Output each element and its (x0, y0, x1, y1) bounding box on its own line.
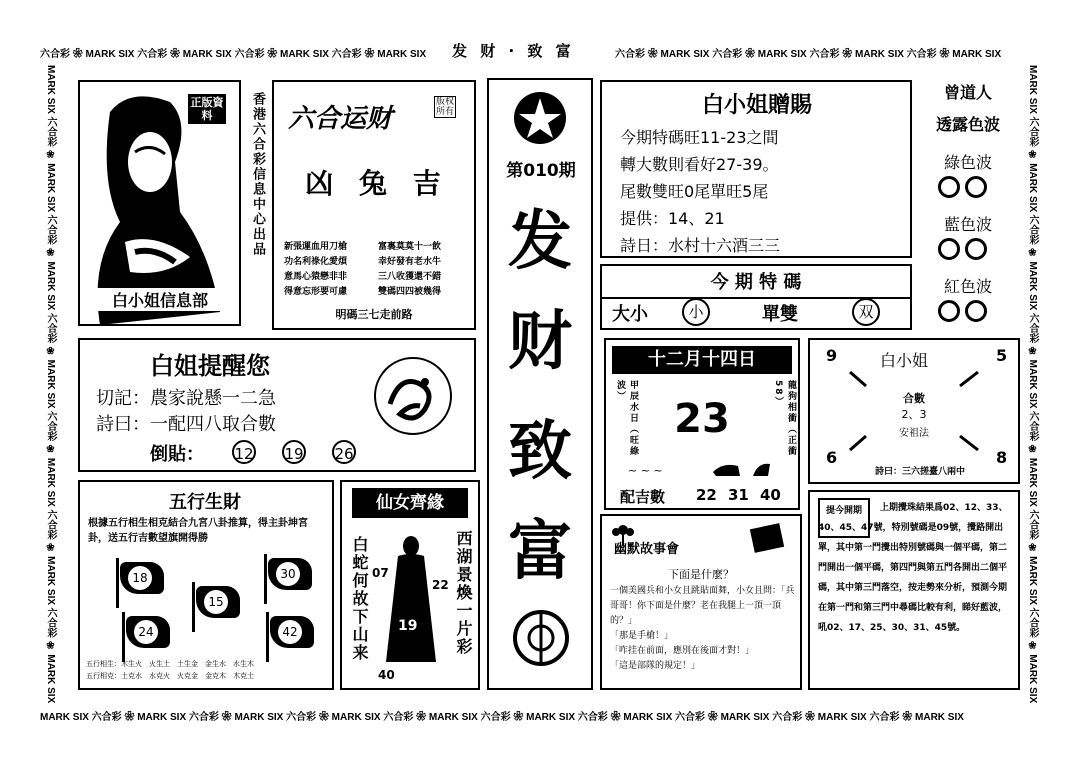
flag-pole (192, 582, 195, 632)
wave-circle (965, 176, 987, 198)
copyright-stamp: 版权所有 (435, 97, 454, 117)
gift-line: 今期特碼旺11-23之間 (620, 128, 779, 147)
flag-number: 42 (278, 620, 302, 644)
poem-line: 意馬心猿戀非非 (284, 272, 348, 282)
wave-circle (965, 300, 987, 322)
size-value: 小 (682, 298, 710, 326)
story-line: 一個美國兵和小女且跳貼面舞，小女且問：「兵哥哥！你下面是什麼？老在我腿上一頂一頂的？」 (610, 586, 795, 626)
poem-line: 功名利祿化愛煩 (284, 257, 348, 267)
book-icon (748, 522, 788, 556)
gift-line: 轉大數則看好27-39。 (620, 155, 779, 174)
blue-wave-label: 藍色波 (943, 215, 992, 234)
wave-circle (938, 176, 960, 198)
reminder-line-1: 切記：農家說懸一二急 (96, 388, 276, 409)
date-header: 十二月十四日 (612, 346, 792, 374)
wuxing-footer-line: 五行相生：木生火 火生土 土生金 金生水 水生木 (86, 660, 254, 668)
date-lucky-number: 23 (674, 396, 730, 442)
fortune-footer: 明碼三七走前路 (335, 308, 413, 321)
daotie-number: 12 (232, 440, 256, 464)
wuxing-footer-line: 五行相克：土克水 水克火 火克金 金克木 木克土 (86, 672, 254, 680)
result-badge: 提今開期 (818, 498, 870, 538)
result-text: 上期攪珠結果爲02、12、33、40、45、47號，特別號碼是09號，攪路開出單，其中第一門攪出特別號碼與一個平碼，第二門開出一個平碼，第四門與第五門各開出二個平碼，其中第三門落空，按走勢來分析，預測今期在第一門和第三門中尋碼比較有利，睇好藍波，吼02、17、25、30、31、45號。 (818, 503, 1008, 633)
date-panel (604, 338, 800, 510)
fairy-panel (340, 480, 480, 690)
dragon-icon (370, 354, 456, 438)
heshu-sub: 安祖法 (899, 428, 929, 439)
size-label: 大小 (612, 304, 648, 325)
fortune-title: 六合运财 (288, 104, 393, 134)
bottom-border-strip: MARK SIX 六合彩 ❀ MARK SIX 六合彩 ❀ MARK SIX 六合彩 ❀ MARK SIX 六合彩 ❀ MARK SIX 六合彩 ❀ MARK SIX 六合彩 ❀ MARK SIX 六合彩 ❀ MARK SIX 六合彩 ❀ MARK SIX 六合彩 ❀ MARK SIX (40, 712, 964, 723)
gift-line: 詩日：水村十六酒三三 (620, 236, 781, 255)
wuxing-flag (268, 558, 312, 590)
center-char-4: 富 (508, 514, 572, 589)
red-wave-label: 紅色波 (943, 277, 992, 296)
info-dept-panel (78, 80, 241, 326)
wave-circle (938, 300, 960, 322)
wuxing-flag (126, 616, 170, 648)
reminder-line-2: 詩曰：一配四八取合數 (96, 414, 276, 435)
red-wave-circles (938, 300, 987, 326)
result-panel (808, 490, 1020, 690)
poem-line: 富裏莫莫十一飲 (378, 242, 442, 252)
fairy-number: 22 (432, 578, 449, 592)
parity-label: 單雙 (762, 304, 798, 325)
corner-number-br: 8 (996, 448, 1008, 467)
daotie-number: 19 (282, 440, 306, 464)
wuxing-title: 五行生財 (169, 492, 241, 513)
wave-title-2: 透露色波 (935, 115, 1000, 134)
pair-value: 22 (696, 486, 717, 504)
flag-pole (116, 558, 119, 608)
fairy-right-verse: 西湖景煥一片彩 (454, 530, 473, 656)
daotie-label: 倒貼： (150, 444, 204, 465)
wuxing-desc: 根據五行相生相克結合九宮八卦推算，得主卦坤宮卦，送五行吉數望旗開得勝 (88, 518, 308, 544)
date-left-note: 甲辰水日（旺綠波） (615, 380, 638, 457)
bai-gift-title: 白小姐贈賜 (701, 93, 812, 118)
bai-heshu-panel (808, 338, 1020, 484)
poem-line: 得意忘形要可慮 (284, 287, 348, 297)
right-border-strip: MARK SIX 六合彩 ❀ MARK SIX 六合彩 ❀ MARK SIX 六合彩 ❀ MARK SIX 六合彩 ❀ MARK SIX 六合彩 ❀ MARK SIX 六合彩 ❀ MARK SIX (1027, 65, 1038, 704)
story-line: 「這是部隊的規定！」 (610, 661, 701, 671)
fortune-poem-right (378, 240, 470, 300)
color-wave-panel (920, 80, 1016, 330)
pair-label: 配吉數 (620, 488, 666, 506)
humor-title: 幽默故事會 (614, 542, 680, 557)
wuxing-flag (120, 562, 164, 594)
wuxing-footer (86, 658, 330, 682)
svg-text:~ ~ ~: ~ ~ ~ (628, 464, 663, 477)
bai-gift-lines (620, 124, 910, 259)
flag-number: 30 (276, 562, 300, 586)
fortune-poem-panel (272, 80, 476, 330)
fortune-big-chars: 凶 兔 吉 (305, 167, 449, 200)
humor-panel (600, 514, 802, 690)
genuine-badge: 正版資料 (188, 94, 226, 124)
flag-number: 24 (134, 620, 158, 644)
center-char-1: 发 (508, 204, 572, 279)
gift-line: 尾數雙旺0尾單旺5尾 (620, 182, 769, 201)
green-wave-label: 綠色波 (943, 153, 992, 172)
heshu-poem: 詩曰：三六搓臺八兩中 (874, 467, 965, 477)
pair-value: 31 (728, 486, 749, 504)
bauhinia-emblem-icon (507, 88, 573, 148)
wuxing-panel (78, 480, 334, 690)
date-right-note: 龍狗相衝（正衝58） (773, 380, 796, 457)
humor-story (610, 584, 796, 674)
reminder-title: 白姐提醒您 (150, 351, 270, 380)
poem-line: 雙碼四四被幾得 (378, 287, 442, 297)
top-border-strip: 六合彩 ❀ MARK SIX 六合彩 ❀ MARK SIX 六合彩 ❀ MARK SIX 六合彩 ❀ MARK SIX (40, 49, 427, 60)
wuxing-flag (196, 586, 240, 618)
flag-number: 15 (204, 590, 228, 614)
flag-pole (266, 612, 269, 662)
heshu-value: 2、3 (901, 408, 927, 421)
wuxing-flag (270, 616, 314, 648)
zodiac-animals-icon (628, 458, 778, 480)
left-border-strip: MARK SIX 六合彩 ❀ MARK SIX 六合彩 ❀ MARK SIX 六合彩 ❀ MARK SIX 六合彩 ❀ MARK SIX 六合彩 ❀ MARK SIX 六合彩 ❀ MARK SIX (45, 65, 56, 704)
fairy-number: 19 (398, 618, 418, 634)
pair-value: 40 (760, 486, 781, 504)
flag-pole (264, 554, 267, 604)
poem-line: 三八收獲還不錯 (378, 272, 442, 282)
heshu-title: 白小姐 (880, 351, 929, 370)
poem-line: 幸好發有老水牛 (378, 257, 442, 267)
poem-line: 新張運血用刀槍 (284, 242, 348, 252)
fairy-number: 40 (378, 668, 395, 682)
center-char-3: 致 (508, 414, 572, 489)
top-border-strip-right: 六合彩 ❀ MARK SIX 六合彩 ❀ MARK SIX 六合彩 ❀ MARK SIX 六合彩 ❀ MARK SIX (615, 49, 1002, 60)
story-line: 「那是手槍！」 (610, 631, 674, 641)
fairy-title: 仙女齊緣 (352, 488, 468, 518)
parity-value: 双 (852, 298, 880, 326)
flag-pole (122, 612, 125, 662)
corner-number-tr: 5 (996, 346, 1008, 365)
bai-gift-panel (600, 80, 912, 258)
fairy-left-verse: 白蛇何故下山来 (350, 536, 369, 662)
center-fortune-column (487, 78, 593, 690)
fairy-number: 07 (372, 566, 389, 580)
humor-question: 下面是什麼？ (668, 568, 734, 581)
center-char-2: 财 (508, 304, 572, 379)
wave-circle (938, 238, 960, 260)
special-code-title: 今 期 特 碼 (602, 268, 910, 299)
green-wave-circles (938, 176, 987, 202)
daotie-number: 26 (332, 440, 356, 464)
fairy-figure-image (378, 532, 444, 672)
flag-number: 18 (128, 566, 152, 590)
fortune-poem-left (284, 240, 372, 300)
issue-number: 第010期 (506, 161, 576, 181)
story-line: 「咋挂在前面，應別在後面才對！」 (610, 646, 755, 656)
top-center-slogan: 发 财 · 致 富 (452, 42, 575, 60)
corner-number-tl: 9 (826, 346, 838, 365)
wave-title-1: 曾道人 (943, 83, 992, 102)
special-code-panel (600, 264, 912, 330)
reminder-panel (78, 338, 476, 472)
wave-circle (965, 238, 987, 260)
blue-wave-circles (938, 238, 987, 264)
heshu-label: 合數 (903, 392, 925, 405)
info-center-side-text: 香港六合彩信息中心出品 (250, 92, 265, 257)
lock-dial-icon (511, 608, 571, 668)
gift-line: 提供：14、21 (620, 209, 725, 228)
info-dept-caption: 白小姐信息部 (90, 288, 230, 311)
corner-number-bl: 6 (826, 448, 838, 467)
